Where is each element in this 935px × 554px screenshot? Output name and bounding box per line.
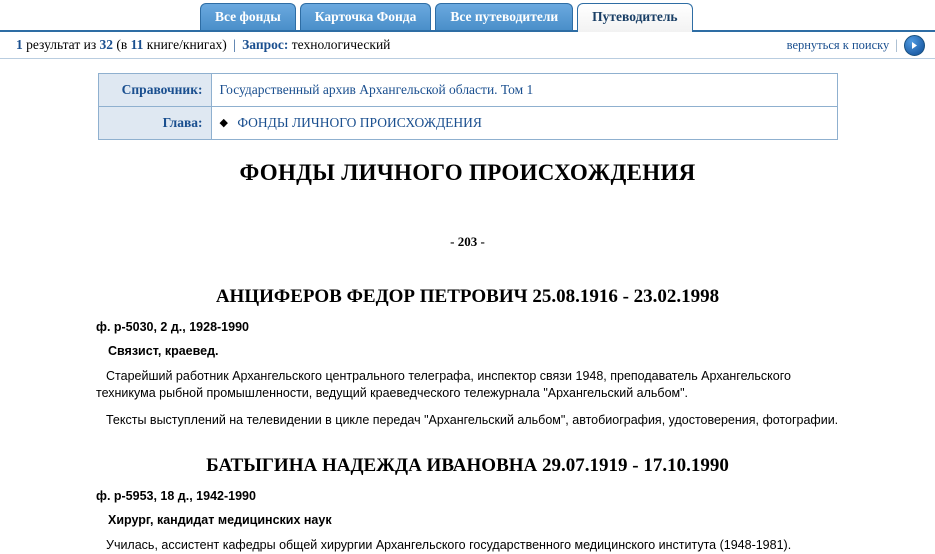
table-row: [98, 74, 837, 107]
tab-bar: [0, 0, 935, 32]
query-value: технологический: [291, 37, 391, 52]
entry-paragraph: Училась, ассистент кафедры общей хирургии Архангельского государственного медицинского института (1948-1981).: [106, 537, 792, 552]
chapter-title-link[interactable]: ФОНДЫ ЛИЧНОГО ПРОИСХОЖДЕНИЯ: [237, 115, 482, 130]
reference-title-link[interactable]: Государственный архив Архангельской области. Том 1: [219, 82, 534, 97]
tab-all-guides[interactable]: Все путеводители: [435, 3, 573, 30]
metadata-section: [0, 59, 935, 140]
list-item: [96, 455, 839, 554]
entry-name: АНЦИФЕРОВ ФЕДОР ПЕТРОВИЧ 25.08.1916 - 23.02.1998: [215, 286, 720, 307]
action-separator: |: [895, 37, 898, 52]
metadata-table: [98, 73, 838, 140]
list-item: [96, 286, 839, 429]
entry-paragraph: Старейший работник Архангельского центрального телеграфа, инспектор связи 1948, преподаватель Архангельского техникума рыбной промышленности, ведущий краеведческого тележурнала "Архангельский альбом".: [96, 369, 791, 400]
document-body: [0, 160, 935, 554]
entry-name: БАТЫГИНА НАДЕЖДА ИВАНОВНА 29.07.1919 - 17.10.1990: [206, 454, 729, 476]
tab-all-funds[interactable]: Все фонды: [200, 3, 296, 30]
meta-label-chapter: Глава:: [98, 107, 211, 140]
entry-fond-info: ф. р-5953, 18 д., 1942-1990: [96, 488, 256, 503]
books-text: книге/книгах): [146, 37, 227, 52]
result-total: 32: [99, 37, 114, 52]
tab-fund-card[interactable]: Карточка Фонда: [300, 3, 432, 30]
meta-value-reference: [211, 74, 837, 107]
meta-value-chapter: [211, 107, 837, 140]
info-separator: |: [233, 37, 236, 52]
result-count: 1: [16, 37, 23, 52]
books-count: 11: [130, 37, 144, 52]
meta-label-reference: Справочник:: [98, 74, 211, 107]
arrow-right-icon[interactable]: [904, 35, 925, 56]
result-text-1: результат из: [26, 37, 97, 52]
result-info-bar: [0, 32, 935, 59]
result-summary: [16, 37, 787, 53]
page-title: ФОНДЫ ЛИЧНОГО ПРОИСХОЖДЕНИЯ: [239, 160, 696, 185]
back-to-search-link[interactable]: вернуться к поиску: [786, 37, 890, 52]
entry-fond-info: ф. р-5030, 2 д., 1928-1990: [96, 320, 249, 334]
result-text-2: (в: [116, 37, 128, 52]
tab-guide[interactable]: Путеводитель: [577, 3, 692, 32]
entry-profession: Хирург, кандидат медицинских наук: [108, 512, 332, 527]
diamond-bullet-icon: ◆: [219, 117, 228, 129]
entry-paragraph: Тексты выступлений на телевидении в цикле передач "Архангельский альбом", автобиография, удостоверения, фотографии.: [106, 412, 839, 427]
entry-profession: Связист, краевед.: [108, 344, 219, 358]
infobar-actions: [787, 35, 925, 56]
page-number: - 203 -: [450, 234, 485, 249]
query-label: Запрос:: [242, 37, 289, 52]
table-row: [98, 107, 837, 140]
